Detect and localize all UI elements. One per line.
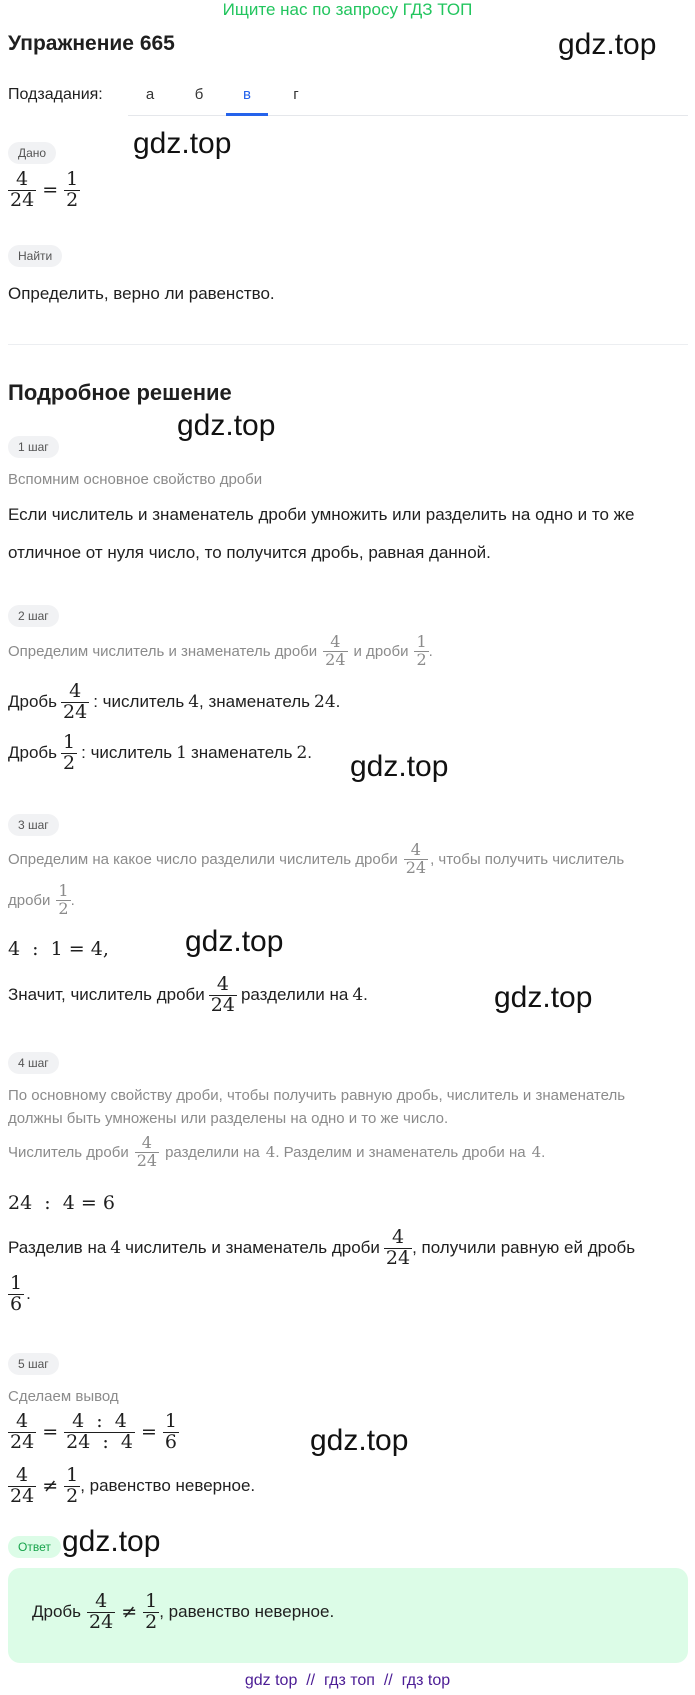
step-1-line-1: Если числитель и знаменатель дроби умножить или разделить на одно и то же — [8, 505, 635, 524]
watermark: gdz.top — [133, 127, 232, 160]
step-2-badge-wrap — [8, 605, 59, 627]
watermark: gdz.top — [185, 925, 284, 958]
answer-badge-wrap — [8, 1536, 61, 1558]
tab-b[interactable]: б — [194, 86, 204, 103]
footer-link[interactable]: gdz top — [244, 1672, 298, 1689]
given-equation — [8, 170, 80, 211]
step-5-inequality: $\frac{4}{24}$ ≠ $\frac{1}{2}$ , равенство неверное. — [10, 1464, 256, 1507]
answer-text: Дробь $\frac{4}{24}$ ≠ $\frac{1}{2}$ , равенство неверное. — [32, 1590, 335, 1633]
step-3-calc: 4 : 1 = 4, — [8, 938, 109, 960]
watermark: gdz.top — [494, 981, 593, 1014]
step-4-hint-1: По основному свойству дроби, чтобы получить равную дробь, числитель и знаменатель — [8, 1087, 626, 1104]
step-5-hint: Сделаем вывод — [8, 1388, 119, 1405]
answer-badge: Ответ — [8, 1536, 61, 1558]
subtasks-label: Подзадания: — [8, 86, 103, 103]
equals-sign: = — [42, 179, 59, 202]
footer-links — [0, 1672, 695, 1690]
given-badge: Дано — [8, 142, 56, 164]
step-3-conclusion: Значит, числитель дроби $\frac{4}{24}$ разделили на 4 . — [8, 973, 368, 1016]
step-1-line-2: отличное от нуля число, то получится дробь, равная данной. — [8, 543, 491, 562]
step-1-badge: 1 шаг — [8, 436, 59, 458]
watermark: gdz.top — [558, 28, 657, 61]
watermark: gdz.top — [177, 409, 276, 442]
step-4-badge: 4 шаг — [8, 1052, 59, 1074]
step-4-badge-wrap — [8, 1052, 59, 1074]
search-hint-banner: Ищите нас по запросу ГДЗ ТОП — [222, 0, 473, 19]
step-4-hint-3: Числитель дроби $\frac{4}{24}$ разделили на 4 . Разделим и знаменатель дроби на 4 . — [8, 1133, 546, 1170]
footer-separator: // — [383, 1672, 393, 1689]
step-5-equation: $\frac{4}{24}$ = $\frac{4 : 4}{24 : 4}$ = $\frac{1}{6}$ — [10, 1410, 177, 1453]
watermark: gdz.top — [350, 750, 449, 783]
tab-a[interactable]: а — [145, 86, 155, 103]
step-3-badge-wrap — [8, 814, 59, 836]
step-2-badge: 2 шаг — [8, 605, 59, 627]
fraction: $\frac{4}{24}$ — [10, 168, 35, 211]
given-section — [8, 142, 56, 164]
step-3-hint-2: дроби $\frac{1}{2}$ . — [8, 881, 75, 918]
step-4-conclusion-2: $\frac{1}{6}$ . — [10, 1272, 31, 1315]
step-1-hint: Вспомним основное свойство дроби — [8, 471, 263, 488]
subtask-tabs — [128, 78, 688, 116]
step-5-badge: 5 шаг — [8, 1353, 59, 1375]
step-2-row-1: Дробь $\frac{4}{24}$ : числитель 4 , знаменатель 24 . — [8, 680, 341, 723]
tab-g[interactable]: г — [293, 86, 299, 103]
step-1-badge-wrap — [8, 436, 59, 458]
step-2-row-2: Дробь $\frac{1}{2}$ : числитель 1 знаменатель 2 . — [8, 731, 313, 774]
footer-link[interactable]: гдз top — [401, 1672, 451, 1689]
divider — [8, 344, 688, 345]
watermark: gdz.top — [310, 1424, 409, 1457]
page-title: Упражнение 665 — [8, 32, 175, 55]
step-4-hint-2: должны быть умножены или разделены на одно и то же число. — [8, 1110, 449, 1127]
tab-v[interactable]: в — [243, 86, 251, 103]
step-5-badge-wrap — [8, 1353, 59, 1375]
step-2-hint: Определим числитель и знаменатель дроби $\frac{4}{24}$ и дроби $\frac{1}{2}$ . — [8, 632, 433, 669]
step-3-badge: 3 шаг — [8, 814, 59, 836]
step-3-hint: Определим на какое число разделили числитель дроби $\frac{4}{24}$ , чтобы получить числитель — [8, 840, 625, 877]
find-text: Определить, верно ли равенство. — [8, 284, 275, 303]
watermark: gdz.top — [62, 1525, 161, 1558]
footer-link[interactable]: гдз топ — [324, 1672, 375, 1689]
fraction: $\frac{1}{2}$ — [66, 168, 79, 211]
step-4-calc: 24 : 4 = 6 — [8, 1192, 115, 1214]
find-label — [8, 245, 62, 267]
active-tab-indicator — [226, 113, 268, 116]
step-4-conclusion: Разделив на 4 числитель и знаменатель дроби $\frac{4}{24}$ , получили равную ей дробь — [8, 1226, 636, 1269]
solution-title: Подробное решение — [8, 380, 232, 405]
footer-separator: // — [306, 1672, 316, 1689]
find-badge: Найти — [8, 245, 62, 267]
